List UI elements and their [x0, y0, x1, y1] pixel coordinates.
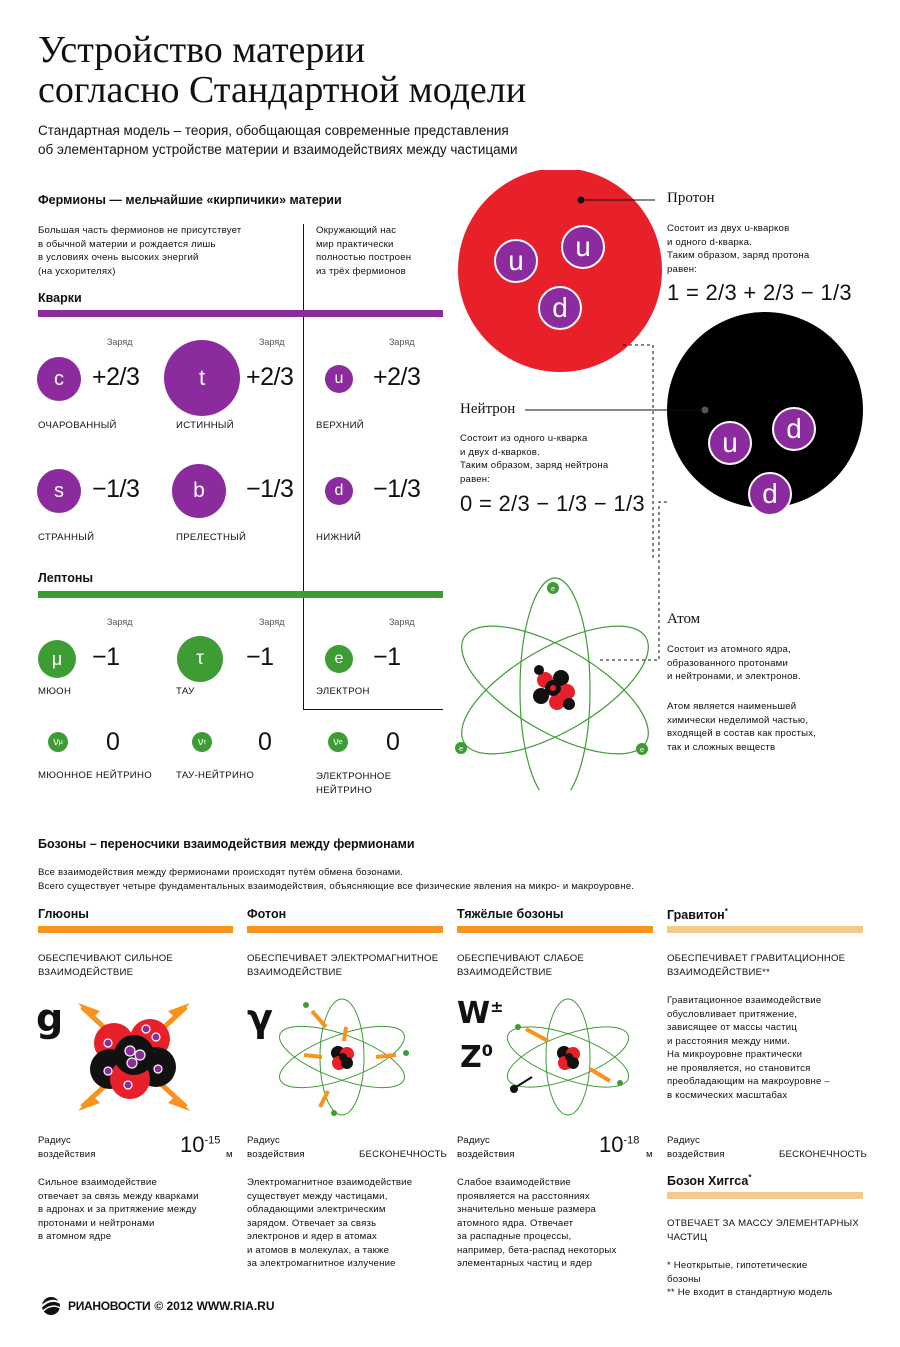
photon-illustration	[272, 997, 412, 1117]
quark-charge: +2/3	[373, 363, 421, 391]
electron-label: e	[458, 745, 464, 753]
heavy-bosons-title: Тяжёлые бозоны	[457, 907, 564, 921]
page-subtitle: Стандартная модель – теория, обобщающая современные представления об элементарном устройстве материи и взаимодействиях между частицами	[38, 123, 518, 157]
quark-charge: −1/3	[373, 475, 421, 503]
proton-formula: 1 = 2/3 + 2/3 − 1/3	[667, 280, 852, 305]
muon-neutrino-icon: ν μ	[48, 732, 68, 752]
quark-s-icon: s	[37, 469, 81, 513]
fermions-heading: Фермионы — мельчайшие «кирпичики» материи	[38, 193, 342, 207]
footer	[38, 1296, 275, 1316]
lepton-charge: 0	[106, 728, 120, 756]
lepton-name: ТАУ	[176, 686, 195, 697]
higgs-desc: ОТВЕЧАЕТ ЗА МАССУ ЭЛЕМЕНТАРНЫХ ЧАСТИЦ	[667, 1218, 859, 1243]
quark-name: ПРЕЛЕСТНЫЙ	[176, 532, 247, 543]
charge-label: Заряд	[259, 337, 285, 347]
photon-bar	[247, 926, 443, 933]
bosons-heading: Бозоны – переносчики взаимодействия между фермионами	[38, 837, 415, 851]
lepton-name: ЭЛЕКТРОН	[316, 686, 370, 697]
z-boson-symbol: $Z^0$	[460, 1040, 493, 1075]
radius-label: Радиус воздействия	[457, 1135, 515, 1160]
charge-label: Заряд	[259, 617, 285, 627]
photon-title: Фотон	[247, 907, 287, 921]
heavy-boson-illustration	[502, 997, 637, 1117]
lepton-charge: −1	[92, 643, 120, 671]
electron-label: e	[639, 746, 645, 754]
heavy-desc: Слабое взаимодействие проявляется на расстояниях значительно меньше размера атомного ядра. Отвечает за распадные процессы, например, бета-распад некоторых элементарных частиц и ядер	[457, 1177, 617, 1269]
fermions-right-note: Окружающий нас мир практически полностью построен из трёх фермионов	[316, 225, 412, 277]
heavy-provides: ОБЕСПЕЧИВАЮТ СЛАБОЕ ВЗАИМОДЕЙСТВИЕ	[457, 953, 584, 978]
neutron-formula: 0 = 2/3 − 1/3 − 1/3	[460, 491, 645, 516]
electron-neutrino-icon: ν e	[328, 732, 348, 752]
lepton-electron-icon: e	[325, 645, 353, 673]
graviton-title: Гравитон*	[667, 907, 728, 923]
quark-name: ВЕРХНИЙ	[316, 420, 364, 431]
neutron-quark-d-icon: d	[772, 407, 816, 451]
electron-label: e	[550, 585, 556, 593]
bosons-intro: Все взаимодействия между фермионами происходят путём обмена бозонами. Всего существует четыре фундаментальных взаимодействия, объясняющие все физические явления на микро- и макроуровне.	[38, 867, 635, 892]
page-title: Устройство материи согласно Стандартной модели	[38, 29, 527, 111]
brand: РИАНОВОСТИ	[68, 1299, 151, 1313]
proton-quark-u-icon: u	[494, 239, 538, 283]
graviton-provides: ОБЕСПЕЧИВАЕТ ГРАВИТАЦИОННОЕ ВЗАИМОДЕЙСТВИЕ**	[667, 953, 846, 978]
photon-symbol: γ	[247, 996, 273, 1040]
quark-name: ИСТИННЫЙ	[176, 420, 234, 431]
quark-t-icon: t	[164, 340, 240, 416]
radius-label: Радиус воздействия	[667, 1135, 725, 1160]
quark-charge: −1/3	[92, 475, 140, 503]
gluons-provides: ОБЕСПЕЧИВАЮТ СИЛЬНОЕ ВЗАИМОДЕЙСТВИЕ	[38, 953, 174, 978]
copyright: © 2012 WWW.RIA.RU	[154, 1299, 275, 1313]
quark-charge: +2/3	[92, 363, 140, 391]
gluons-bar	[38, 926, 233, 933]
graviton-desc: Гравитационное взаимодействие обусловливает притяжение, зависящее от массы частиц и расстояния между ними. На микроуровне практически не проявляется, но становится преобладающим на макроуровне – в космических масштабах	[667, 995, 830, 1101]
lepton-name: МЮОННОЕ НЕЙТРИНО	[38, 770, 152, 781]
quark-charge: +2/3	[246, 363, 294, 391]
fermions-left-note: Большая часть фермионов не присутствует в обычной материи и рождается лишь в условиях очень высоких энергий (на ускорителях)	[38, 225, 242, 277]
leptons-heading: Лептоны	[38, 571, 94, 585]
leptons-bar	[38, 591, 443, 598]
quarks-bar	[38, 310, 443, 317]
atom-electrons	[455, 582, 648, 755]
quark-charge: −1/3	[246, 475, 294, 503]
tau-neutrino-icon: ν τ	[192, 732, 212, 752]
lepton-name: ТАУ-НЕЙТРИНО	[176, 770, 255, 781]
lepton-charge: 0	[386, 728, 400, 756]
heavy-bosons-bar	[457, 926, 653, 933]
photon-provides: ОБЕСПЕЧИВАЕТ ЭЛЕКТРОМАГНИТНОЕ ВЗАИМОДЕЙСТВИЕ	[247, 953, 439, 978]
photon-desc: Электромагнитное взаимодействие существует между частицами, обладающими электрическим зарядом. Отвечает за связь электронов и ядер в атомах и атомов в молекулах, а также за электромагнитное излучение	[247, 1177, 413, 1269]
quark-u-icon: u	[325, 365, 353, 393]
higgs-title: Бозон Хиггса*	[667, 1173, 752, 1189]
charge-label: Заряд	[107, 617, 133, 627]
graviton-radius: БЕСКОНЕЧНОСТЬ	[779, 1149, 868, 1160]
proton-desc: Состоит из двух u-кварков и одного d-кварка. Таким образом, заряд протона равен:	[667, 223, 810, 275]
fermion-divider	[303, 224, 304, 710]
atom-nucleus	[533, 665, 575, 710]
atom-label: Атом	[667, 611, 701, 627]
neutron-quark-d-icon: d	[748, 472, 792, 516]
quark-name: СТРАННЫЙ	[38, 532, 95, 543]
graviton-bar	[667, 926, 863, 933]
gluon-symbol: g	[36, 996, 64, 1040]
footnotes: * Неоткрытые, гипотетические бозоны ** Не входит в стандартную модель	[667, 1260, 833, 1298]
charge-label: Заряд	[389, 617, 415, 627]
quark-d-icon: d	[325, 477, 353, 505]
proton-quark-d-icon: d	[538, 286, 582, 330]
ria-logo-icon	[38, 1296, 64, 1316]
quarks-heading: Кварки	[38, 291, 82, 305]
charge-label: Заряд	[389, 337, 415, 347]
lepton-charge: 0	[258, 728, 272, 756]
quark-name: НИЖНИЙ	[316, 532, 362, 543]
photon-radius: БЕСКОНЕЧНОСТЬ	[359, 1149, 448, 1160]
radius-unit: м	[646, 1149, 653, 1160]
lepton-muon-icon: μ	[38, 640, 76, 678]
lepton-charge: −1	[246, 643, 274, 671]
atom-desc-2: Атом является наименьшей химически неделимой частью, входящей в состав как простых, так и сложных веществ	[667, 701, 817, 753]
gluon-radius: $10^{-15}$	[180, 1132, 221, 1157]
quark-name: ОЧАРОВАННЫЙ	[38, 420, 117, 431]
w-boson-symbol: W±	[457, 996, 504, 1031]
proton-label: Протон	[667, 190, 715, 206]
heavy-radius: $10^{-18}$	[599, 1132, 640, 1157]
radius-label: Радиус воздействия	[247, 1135, 305, 1160]
quark-b-icon: b	[172, 464, 226, 518]
atom-desc-1: Состоит из атомного ядра, образованного протонами и нейтронами, и электронов.	[667, 644, 801, 682]
charge-label: Заряд	[107, 337, 133, 347]
gluons-title: Глюоны	[38, 907, 89, 921]
lepton-tau-icon: τ	[177, 636, 223, 682]
lepton-name: МЮОН	[38, 686, 72, 697]
gluon-desc: Сильное взаимодействие отвечает за связь между кварками в адронах и за притяжение между протонами и нейтронами в атомном ядре	[38, 1177, 199, 1242]
radius-label: Радиус воздействия	[38, 1135, 96, 1160]
quark-c-icon: c	[37, 357, 81, 401]
gluon-illustration	[70, 995, 200, 1120]
lepton-charge: −1	[373, 643, 401, 671]
proton-quark-u-icon: u	[561, 225, 605, 269]
neutron-quark-u-icon: u	[708, 421, 752, 465]
fermion-divider-bottom	[303, 709, 443, 710]
neutron-label: Нейтрон	[460, 401, 516, 417]
radius-unit: м	[226, 1149, 233, 1160]
higgs-bar	[667, 1192, 863, 1199]
lepton-name: ЭЛЕКТРОННОЕ НЕЙТРИНО	[316, 771, 392, 796]
neutron-desc: Состоит из одного u-кварка и двух d-кварков. Таким образом, заряд нейтрона равен:	[460, 433, 609, 485]
